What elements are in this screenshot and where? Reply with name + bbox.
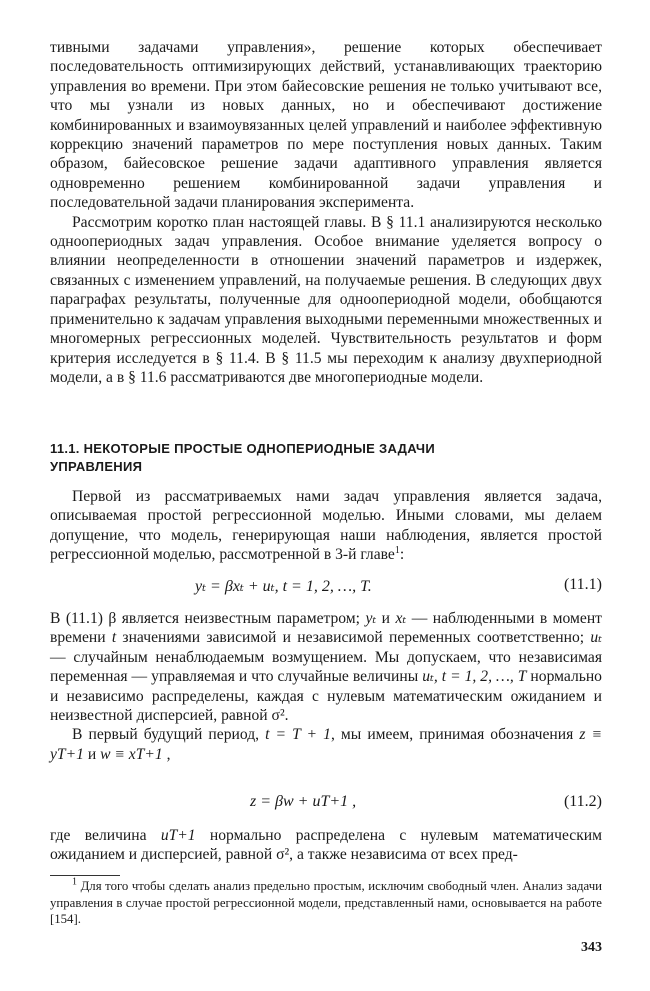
footnote-text: Для того чтобы сделать анализ предельно простым, исключим свободный член. Анализ задачи управления в случае простой регрессионной модели, представленный нами, основывается на работе [154]. bbox=[50, 879, 602, 926]
p2-part-e: — случайным ненаблюдаемым возмущением. Мы допускаем, что независимая переменная — управляемая и что случайные величины bbox=[50, 648, 602, 686]
p4-part-b: нормально распределена с нулевым математическим ожиданием и дисперсией, равной σ², а также независима от всех пред- bbox=[50, 827, 602, 864]
p4-part-a: где величина bbox=[50, 827, 161, 844]
var-t-next: t = T + 1 bbox=[265, 726, 331, 744]
var-ut: uₜ bbox=[590, 629, 603, 647]
p2-part-d: значениями зависимой и независимой переменных соответственно; bbox=[116, 629, 591, 647]
section-paragraph-1 bbox=[50, 487, 602, 565]
intro-text bbox=[50, 38, 602, 387]
section-paragraph-2 bbox=[50, 609, 602, 725]
section-paragraph-4 bbox=[50, 826, 602, 865]
p3-part-c: и bbox=[83, 745, 101, 763]
footnote-paragraph bbox=[50, 878, 602, 928]
p2-part-f: нормально и независимо распределены, каждая с нулевым математическим ожиданием и неизвестной дисперсией, равной σ². bbox=[50, 668, 602, 725]
var-z-def: z ≡ yT+1 bbox=[50, 726, 602, 763]
p2-part-b: и bbox=[376, 610, 396, 627]
intro-paragraph-1: тивными задачами управления», решение которых обеспечивает последовательность оптимизирующих действий, устанавливающих траекторию управления во времени. При этом байесовские решения не только учитывают все, что мы узнали из новых данных, но и обеспечивают достижение комбинированных и взаимоувязанных целей управлений и наиболее эффективную коррекцию значений параметров по мере поступления новых данных. Таким образом, байесовское решение задачи адаптивного управления является одновременно решением комбинированной задачи управления и последовательной задачи планирования эксперимента. bbox=[50, 39, 602, 212]
section-heading-line-2: УПРАВЛЕНИЯ bbox=[50, 459, 143, 474]
var-t: t bbox=[111, 629, 117, 647]
footnote-ref[interactable]: 1 bbox=[394, 545, 400, 557]
p3-part-b: , мы имеем, принимая обозначения bbox=[330, 726, 580, 744]
section-tail bbox=[50, 826, 602, 865]
section-heading-line-1: 11.1. НЕКОТОРЫЕ ПРОСТЫЕ ОДНОПЕРИОДНЫЕ ЗАДАЧИ bbox=[50, 441, 435, 456]
p2-part-a: В (11.1) β является неизвестным параметром; bbox=[50, 610, 366, 627]
section-paragraph-1-colon: : bbox=[399, 546, 405, 564]
equation-11-1-formula: yₜ = βxₜ + uₜ, t = 1, 2, …, T. bbox=[195, 578, 372, 595]
footnote bbox=[50, 878, 602, 928]
equation-11-1 bbox=[50, 576, 602, 598]
equation-11-2-number: (11.2) bbox=[563, 793, 602, 810]
footnote-marker: 1 bbox=[72, 876, 77, 888]
p2-part-c: — наблюденными в момент времени bbox=[50, 610, 602, 647]
equation-11-2 bbox=[50, 793, 602, 815]
footnote-divider bbox=[50, 875, 120, 876]
p3-part-d: , bbox=[162, 745, 171, 763]
var-u-next: uT+1 bbox=[160, 827, 196, 844]
var-xt: xₜ bbox=[395, 610, 407, 627]
var-yt: yₜ bbox=[365, 610, 377, 627]
section-body bbox=[50, 609, 602, 764]
intro-paragraph-2: Рассмотрим коротко план настоящей главы. В § 11.1 анализируются несколько одноопериодных задач управления. Особое внимание уделяется вопросу о влиянии неопределенности в отношении значений параметров и издержек, связанных с изменением управлений, на получаемые решения. В следующих двух параграфах результаты, полученные для одноопериодной модели, обобщаются применительно к задачам управления выходными переменными множественных и многомерных регрессионных моделей. Чувствительность результатов и форм критерия исследуется в § 11.4. В § 11.5 мы переходим к анализу двухпериодной модели, а в § 11.6 рассматриваются две многопериодные модели. bbox=[50, 213, 602, 386]
var-range: uₜ, t = 1, 2, …, T bbox=[422, 668, 527, 686]
var-w-def: w ≡ xT+1 bbox=[100, 745, 163, 763]
section-paragraph-3 bbox=[50, 725, 602, 764]
section-intro bbox=[50, 487, 602, 565]
p3-part-a: В первый будущий период, bbox=[72, 726, 266, 744]
page-number: 343 bbox=[581, 940, 602, 955]
equation-11-2-formula: z = βw + uT+1 , bbox=[250, 793, 357, 810]
section-heading bbox=[50, 440, 510, 476]
equation-11-1-number: (11.1) bbox=[563, 576, 602, 593]
section-paragraph-1-text: Первой из рассматриваемых нами задач управления является задача, описываемая простой регрессионной моделью. Иными словами, мы делаем допущение, что модель, генерирующая наши наблюдения, является простой регрессионной моделью, рассмотренной в 3-й главе bbox=[50, 488, 602, 564]
